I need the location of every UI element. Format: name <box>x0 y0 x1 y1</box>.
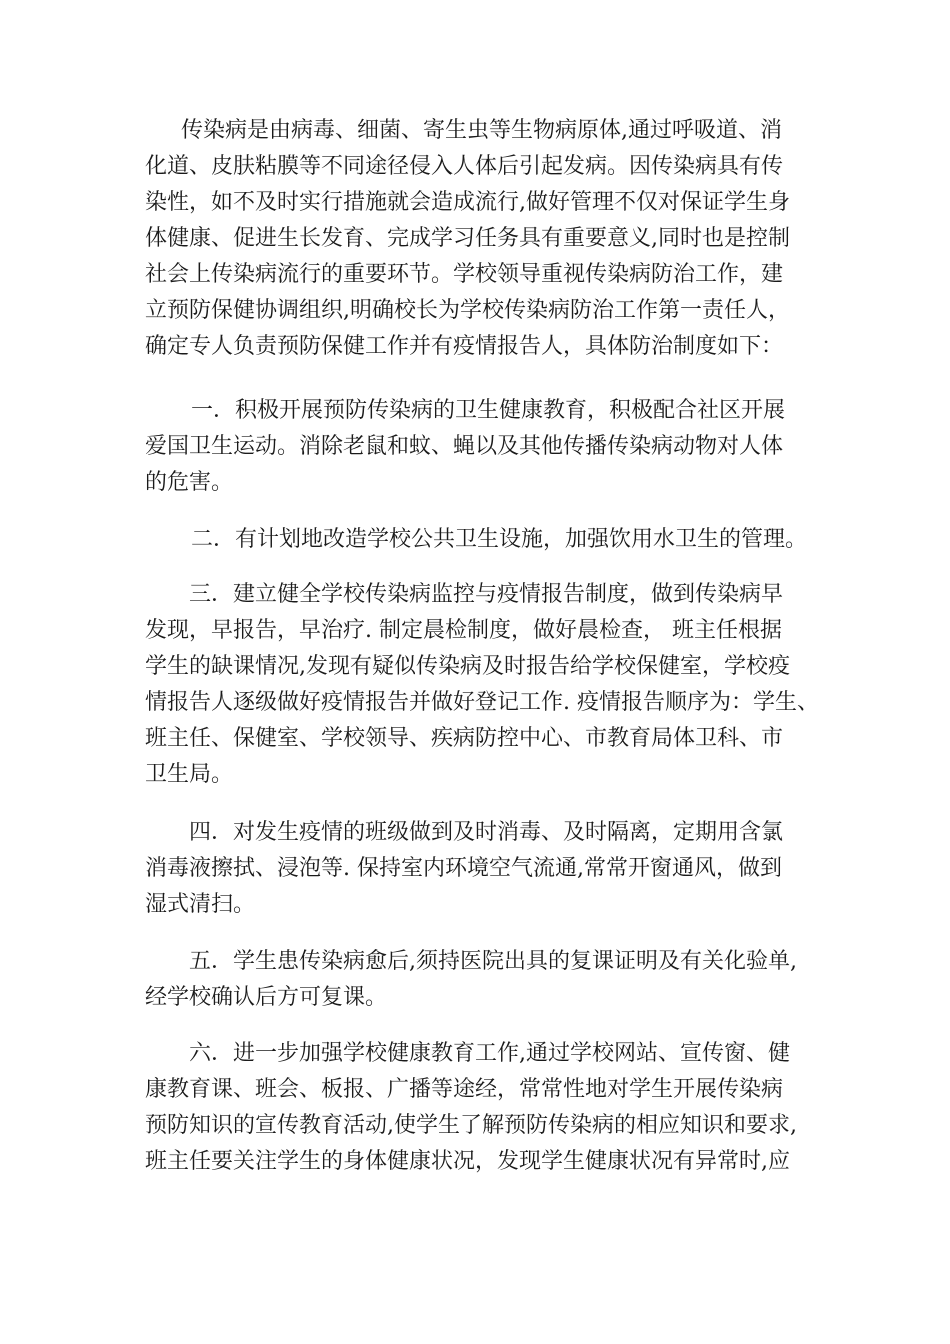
text-line: 化道、皮肤粘膜等不同途径侵入人体后引起发病。因传染病具有传 <box>145 154 784 179</box>
text-line: 社会上传染病流行的重要环节。学校领导重视传染病防治工作，建 <box>145 262 784 287</box>
text-line: 情报告人逐级做好疫情报告并做好登记工作. 疫情报告顺序为：学生、 <box>145 690 819 715</box>
text-line: 确定专人负责预防保健工作并有疫情报告人，具体防治制度如下： <box>145 334 784 359</box>
text-line: 五．学生患传染病愈后,须持医院出具的复课证明及有关化验单, <box>189 949 797 974</box>
rule-paragraph-3 <box>145 577 825 793</box>
text-line: 传染病是由病毒、细菌、寄生虫等生物病原体,通过呼吸道、消 <box>181 118 782 143</box>
rule-paragraph-1 <box>145 393 825 501</box>
text-line: 染性，如不及时实行措施就会造成流行,做好管理不仅对保证学生身 <box>145 190 790 215</box>
text-line: 三．建立健全学校传染病监控与疫情报告制度，做到传染病早 <box>189 582 784 607</box>
text-line: 班主任、保健室、学校领导、疾病防控中心、市教育局体卫科、市 <box>145 726 784 751</box>
rule-paragraph-2 <box>145 522 825 558</box>
text-line: 六．进一步加强学校健康教育工作,通过学校网站、宣传窗、健 <box>189 1041 790 1066</box>
intro-paragraph <box>145 113 825 365</box>
text-line: 的危害。 <box>145 470 234 495</box>
text-line: 四．对发生疫情的班级做到及时消毒、及时隔离，定期用含氯 <box>189 820 784 845</box>
text-line: 预防知识的宣传教育活动,使学生了解预防传染病的相应知识和要求, <box>145 1113 797 1138</box>
text-line: 学生的缺课情况,发现有疑似传染病及时报告给学校保健室，学校疫 <box>145 654 790 679</box>
text-line: 二．有计划地改造学校公共卫生设施，加强饮用水卫生的管理。 <box>191 527 808 552</box>
text-line: 湿式清扫。 <box>145 892 256 917</box>
text-line: 一．积极开展预防传染病的卫生健康教育，积极配合社区开展 <box>191 398 786 423</box>
text-line: 经学校确认后方可复课。 <box>145 985 388 1010</box>
text-line: 立预防保健协调组织,明确校长为学校传染病防治工作第一责任人， <box>145 298 790 323</box>
text-line: 卫生局。 <box>145 762 234 787</box>
rule-paragraph-6 <box>145 1036 825 1180</box>
text-line: 消毒液擦拭、浸泡等. 保持室内环境空气流通,常常开窗通风，做到 <box>145 856 782 881</box>
text-line: 班主任要关注学生的身体健康状况，发现学生健康状况有异常时,应 <box>145 1149 790 1174</box>
text-line: 体健康、促进生长发育、完成学习任务具有重要意义,同时也是控制 <box>145 226 790 251</box>
rule-paragraph-5 <box>145 944 825 1016</box>
rule-paragraph-4 <box>145 815 825 923</box>
text-line: 爱国卫生运动。消除老鼠和蚊、蝇以及其他传播传染病动物对人体 <box>145 434 784 459</box>
text-line: 发现，早报告，早治疗. 制定晨检制度，做好晨检查， 班主任根据 <box>145 618 782 643</box>
text-line: 康教育课、班会、板报、广播等途经，常常性地对学生开展传染病 <box>145 1077 784 1102</box>
